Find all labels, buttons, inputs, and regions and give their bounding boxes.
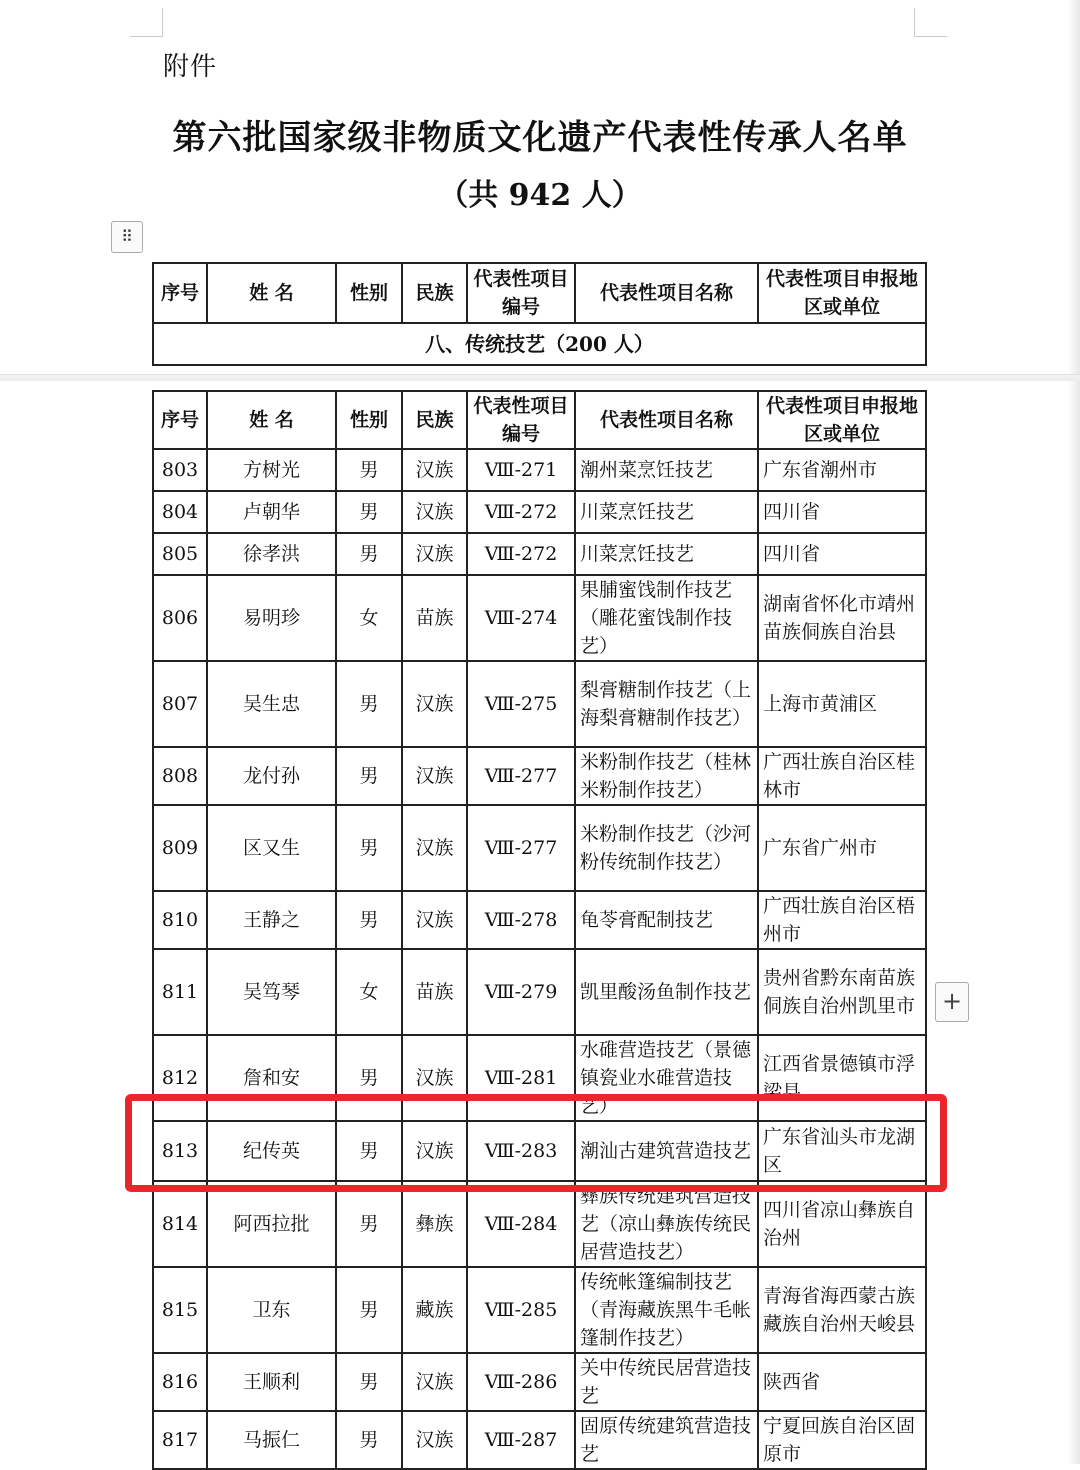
cell-code: Ⅷ-283 — [467, 1121, 575, 1181]
cell-ethnic: 汉族 — [402, 491, 467, 533]
cell-project: 关中传统民居营造技艺 — [575, 1353, 758, 1411]
cell-ethnic: 汉族 — [402, 891, 467, 949]
table-row — [153, 805, 926, 891]
cell-name: 王静之 — [207, 891, 336, 949]
page-corner-mark — [914, 8, 947, 37]
heritage-table-page1 — [152, 262, 927, 366]
cell-no: 817 — [153, 1411, 207, 1469]
cell-gender: 男 — [336, 891, 402, 949]
cell-gender: 男 — [336, 1353, 402, 1411]
page-edge — [1068, 0, 1080, 1464]
cell-gender: 男 — [336, 533, 402, 575]
cell-no: 816 — [153, 1353, 207, 1411]
cell-gender: 男 — [336, 1411, 402, 1469]
table-row — [153, 491, 926, 533]
table-header-row — [153, 391, 926, 449]
cell-name: 方树光 — [207, 449, 336, 491]
col-header-region: 代表性项目申报地区或单位 — [758, 391, 926, 449]
cell-code: Ⅷ-271 — [467, 449, 575, 491]
cell-region: 广东省潮州市 — [758, 449, 926, 491]
cell-ethnic: 苗族 — [402, 575, 467, 661]
cell-ethnic: 汉族 — [402, 805, 467, 891]
cell-region: 青海省海西蒙古族藏族自治州天峻县 — [758, 1267, 926, 1353]
cell-ethnic: 汉族 — [402, 1353, 467, 1411]
cell-name: 易明珍 — [207, 575, 336, 661]
cell-ethnic: 彝族 — [402, 1181, 467, 1267]
cell-project: 固原传统建筑营造技艺 — [575, 1411, 758, 1469]
cell-project: 果脯蜜饯制作技艺（雕花蜜饯制作技艺） — [575, 575, 758, 661]
cell-region: 江西省景德镇市浮梁县 — [758, 1035, 926, 1121]
cell-region: 宁夏回族自治区固原市 — [758, 1411, 926, 1469]
col-header-name: 姓 名 — [207, 263, 336, 323]
table-row — [153, 661, 926, 747]
cell-project: 潮汕古建筑营造技艺 — [575, 1121, 758, 1181]
cell-name: 詹和安 — [207, 1035, 336, 1121]
cell-ethnic: 苗族 — [402, 949, 467, 1035]
table-row — [153, 1267, 926, 1353]
table-row — [153, 1411, 926, 1469]
table-row — [153, 949, 926, 1035]
col-header-project: 代表性项目名称 — [575, 391, 758, 449]
cell-no: 814 — [153, 1181, 207, 1267]
cell-name: 区又生 — [207, 805, 336, 891]
col-header-code: 代表性项目编号 — [467, 263, 575, 323]
cell-project: 彝族传统建筑营造技艺（凉山彝族传统民居营造技艺） — [575, 1181, 758, 1267]
add-row-icon[interactable]: + — [935, 982, 969, 1022]
highlight-box — [125, 1094, 947, 1192]
cell-ethnic: 汉族 — [402, 1035, 467, 1121]
cell-code: Ⅷ-272 — [467, 533, 575, 575]
cell-region: 上海市黄浦区 — [758, 661, 926, 747]
col-header-gender: 性别 — [336, 391, 402, 449]
table-row — [153, 449, 926, 491]
cell-project: 凯里酸汤鱼制作技艺 — [575, 949, 758, 1035]
cell-ethnic: 汉族 — [402, 449, 467, 491]
col-header-project: 代表性项目名称 — [575, 263, 758, 323]
cell-ethnic: 汉族 — [402, 533, 467, 575]
cell-name: 纪传英 — [207, 1121, 336, 1181]
cell-no: 804 — [153, 491, 207, 533]
cell-no: 813 — [153, 1121, 207, 1181]
cell-name: 卫东 — [207, 1267, 336, 1353]
cell-code: Ⅷ-285 — [467, 1267, 575, 1353]
cell-code: Ⅷ-286 — [467, 1353, 575, 1411]
col-header-name: 姓 名 — [207, 391, 336, 449]
col-header-code: 代表性项目编号 — [467, 391, 575, 449]
cell-ethnic: 藏族 — [402, 1267, 467, 1353]
cell-name: 龙付孙 — [207, 747, 336, 805]
cell-no: 808 — [153, 747, 207, 805]
cell-gender: 男 — [336, 805, 402, 891]
cell-gender: 男 — [336, 1035, 402, 1121]
cell-no: 803 — [153, 449, 207, 491]
cell-no: 805 — [153, 533, 207, 575]
cell-region: 四川省 — [758, 491, 926, 533]
col-header-region: 代表性项目申报地区或单位 — [758, 263, 926, 323]
cell-project: 米粉制作技艺（桂林米粉制作技艺） — [575, 747, 758, 805]
page-break — [0, 374, 1080, 381]
col-header-ethnic: 民族 — [402, 391, 467, 449]
table-row — [153, 1181, 926, 1267]
col-header-no: 序号 — [153, 263, 207, 323]
page-corner-mark — [130, 8, 163, 37]
table-row — [153, 747, 926, 805]
cell-project: 梨膏糖制作技艺（上海梨膏糖制作技艺） — [575, 661, 758, 747]
cell-no: 809 — [153, 805, 207, 891]
cell-name: 马振仁 — [207, 1411, 336, 1469]
table-drag-handle-icon[interactable]: ⠿ — [111, 221, 143, 253]
cell-gender: 男 — [336, 1121, 402, 1181]
cell-code: Ⅷ-281 — [467, 1035, 575, 1121]
document-title: 第六批国家级非物质文化遗产代表性传承人名单 — [172, 118, 908, 158]
cell-code: Ⅷ-284 — [467, 1181, 575, 1267]
cell-no: 811 — [153, 949, 207, 1035]
table-row — [153, 533, 926, 575]
cell-name: 徐孝洪 — [207, 533, 336, 575]
cell-project: 传统帐篷编制技艺（青海藏族黑牛毛帐篷制作技艺） — [575, 1267, 758, 1353]
cell-gender: 男 — [336, 1181, 402, 1267]
heritage-table-page2 — [152, 390, 927, 1470]
table-row — [153, 575, 926, 661]
cell-no: 815 — [153, 1267, 207, 1353]
cell-project: 龟苓膏配制技艺 — [575, 891, 758, 949]
col-header-gender: 性别 — [336, 263, 402, 323]
col-header-no: 序号 — [153, 391, 207, 449]
cell-name: 王顺利 — [207, 1353, 336, 1411]
table-row — [153, 891, 926, 949]
cell-region: 陕西省 — [758, 1353, 926, 1411]
cell-region: 四川省凉山彝族自治州 — [758, 1181, 926, 1267]
table-header-row — [153, 263, 926, 323]
cell-name: 卢朝华 — [207, 491, 336, 533]
cell-gender: 男 — [336, 661, 402, 747]
cell-code: Ⅷ-278 — [467, 891, 575, 949]
section-row — [153, 323, 926, 365]
cell-code: Ⅷ-277 — [467, 805, 575, 891]
cell-code: Ⅷ-279 — [467, 949, 575, 1035]
document-subtitle: （共 942 人） — [438, 178, 642, 213]
cell-project: 水碓营造技艺（景德镇瓷业水碓营造技艺） — [575, 1035, 758, 1121]
cell-name: 吴笃琴 — [207, 949, 336, 1035]
cell-region: 广东省广州市 — [758, 805, 926, 891]
cell-no: 806 — [153, 575, 207, 661]
cell-code: Ⅷ-287 — [467, 1411, 575, 1469]
cell-region: 广西壮族自治区桂林市 — [758, 747, 926, 805]
cell-name: 吴生忠 — [207, 661, 336, 747]
cell-project: 米粉制作技艺（沙河粉传统制作技艺） — [575, 805, 758, 891]
cell-no: 810 — [153, 891, 207, 949]
attachment-label: 附件 — [163, 52, 218, 82]
cell-code: Ⅷ-274 — [467, 575, 575, 661]
cell-gender: 女 — [336, 949, 402, 1035]
cell-ethnic: 汉族 — [402, 1411, 467, 1469]
cell-code: Ⅷ-272 — [467, 491, 575, 533]
cell-region: 贵州省黔东南苗族侗族自治州凯里市 — [758, 949, 926, 1035]
cell-no: 807 — [153, 661, 207, 747]
cell-gender: 男 — [336, 1267, 402, 1353]
cell-ethnic: 汉族 — [402, 1121, 467, 1181]
col-header-ethnic: 民族 — [402, 263, 467, 323]
cell-name: 阿西拉批 — [207, 1181, 336, 1267]
section-title: 八、传统技艺（200 人） — [153, 323, 926, 365]
cell-region: 广东省汕头市龙湖区 — [758, 1121, 926, 1181]
cell-region: 四川省 — [758, 533, 926, 575]
cell-project: 川菜烹饪技艺 — [575, 533, 758, 575]
cell-project: 潮州菜烹饪技艺 — [575, 449, 758, 491]
cell-gender: 男 — [336, 449, 402, 491]
table-row — [153, 1353, 926, 1411]
cell-code: Ⅷ-275 — [467, 661, 575, 747]
cell-no: 812 — [153, 1035, 207, 1121]
cell-project: 川菜烹饪技艺 — [575, 491, 758, 533]
cell-ethnic: 汉族 — [402, 661, 467, 747]
cell-gender: 女 — [336, 575, 402, 661]
cell-gender: 男 — [336, 747, 402, 805]
cell-code: Ⅷ-277 — [467, 747, 575, 805]
cell-region: 广西壮族自治区梧州市 — [758, 891, 926, 949]
cell-region: 湖南省怀化市靖州苗族侗族自治县 — [758, 575, 926, 661]
cell-ethnic: 汉族 — [402, 747, 467, 805]
cell-gender: 男 — [336, 491, 402, 533]
